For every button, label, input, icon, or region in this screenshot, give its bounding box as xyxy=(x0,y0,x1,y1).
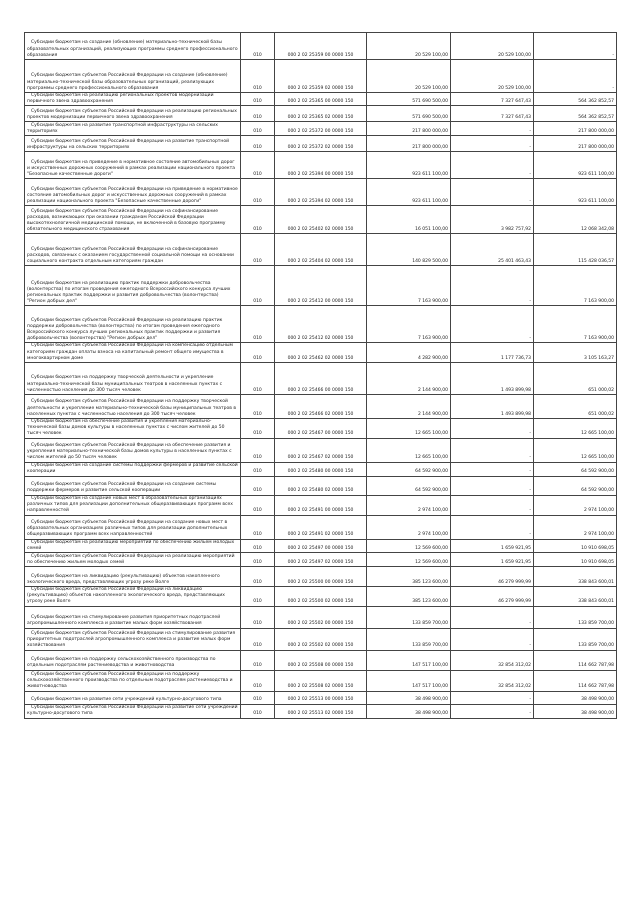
table-cell-executed: - xyxy=(451,438,534,462)
table-cell-unexecuted: 2 974 100,00 xyxy=(534,515,617,539)
table-cell-budget-code: 000 2 02 25466 02 0000 150 xyxy=(275,395,367,419)
table-cell-name: Субсидии бюджетам на стимулирование развития приоритетных подотраслей агропромышленного комплекса и развитие малых форм хозяйствования xyxy=(25,606,241,628)
table-cell-executed: - xyxy=(451,515,534,539)
table-cell-budget-code: 000 2 02 25497 00 0000 150 xyxy=(275,539,367,552)
table-cell-approved: 133 859 700,00 xyxy=(367,606,451,628)
table-cell-unexecuted: 7 163 900,00 xyxy=(534,266,617,306)
table-cell-approved: 2 144 900,00 xyxy=(367,395,451,419)
table-cell-unexecuted: 10 910 698,05 xyxy=(534,539,617,552)
table-cell-name: Субсидии бюджетам субъектов Российской Федерации на создание (обновление) материально-технической базы образовательных организаций, реализующих программы среднего профессионального образования xyxy=(25,60,241,93)
table-cell-line-code: 010 xyxy=(241,122,275,136)
table-cell-budget-code: 000 2 02 25359 02 0000 150 xyxy=(275,60,367,93)
table-row xyxy=(25,179,617,206)
table-cell-budget-code: 000 2 02 25365 00 0000 150 xyxy=(275,93,367,106)
table-row xyxy=(25,136,617,152)
table-cell-budget-code: 000 2 02 25412 00 0000 150 xyxy=(275,266,367,306)
table-row xyxy=(25,106,617,122)
table-cell-executed: - xyxy=(451,704,534,718)
table-cell-unexecuted: 12 068 342,08 xyxy=(534,206,617,234)
table-cell-budget-code: 000 2 02 25502 02 0000 150 xyxy=(275,628,367,650)
table-cell-name: Субсидии бюджетам субъектов Российской Федерации на софинансирование расходов, возникающих при оказании гражданам Российской Федерации высокотехнологичной медицинской помощи, не включенной в базовую программу обязательного медицинского страхования xyxy=(25,206,241,234)
table-cell-line-code: 010 xyxy=(241,462,275,476)
table-cell-approved: 64 592 900,00 xyxy=(367,476,451,495)
table-cell-executed: 25 401 463,43 xyxy=(451,234,534,266)
table-cell-approved: 923 611 100,00 xyxy=(367,152,451,179)
table-cell-budget-code: 000 2 02 25508 02 0000 150 xyxy=(275,670,367,691)
table-row xyxy=(25,567,617,587)
table-body xyxy=(25,33,617,719)
table-cell-executed: - xyxy=(451,266,534,306)
table-cell-line-code: 010 xyxy=(241,234,275,266)
table-cell-name: Субсидии бюджетам субъектов Российской Федерации на реализацию практик поддержки добровольчества (волонтерства) по итогам проведения ежегодного Всероссийского конкурса лучших региональных практик поддержки и развития добровольчества (волонтерства) "Регион добрых дел" xyxy=(25,306,241,343)
table-cell-line-code: 010 xyxy=(241,539,275,552)
table-cell-budget-code: 000 2 02 25404 02 0000 150 xyxy=(275,234,367,266)
table-cell-line-code: 010 xyxy=(241,136,275,152)
table-cell-unexecuted: 12 665 100,00 xyxy=(534,438,617,462)
table-cell-name: Субсидии бюджетам на создание новых мест в образовательных организациях различных типов для реализации дополнительных общеразвивающих программ всех направленностей xyxy=(25,495,241,515)
table-cell-line-code: 010 xyxy=(241,476,275,495)
table-cell-line-code: 010 xyxy=(241,395,275,419)
table-cell-approved: 20 529 100,00 xyxy=(367,60,451,93)
table-cell-executed: 1 177 736,73 xyxy=(451,343,534,363)
table-cell-approved: 385 123 600,00 xyxy=(367,567,451,587)
table-cell-unexecuted: 64 592 900,00 xyxy=(534,462,617,476)
table-cell-approved: 923 611 100,00 xyxy=(367,179,451,206)
table-cell-unexecuted: 923 611 100,00 xyxy=(534,179,617,206)
table-cell-approved: 38 498 900,00 xyxy=(367,704,451,718)
table-cell-executed: - xyxy=(451,306,534,343)
table-cell-approved: 64 592 900,00 xyxy=(367,462,451,476)
table-cell-approved: 571 690 500,00 xyxy=(367,93,451,106)
table-cell-line-code: 010 xyxy=(241,152,275,179)
table-cell-budget-code: 000 2 02 25394 02 0000 150 xyxy=(275,179,367,206)
table-cell-budget-code: 000 2 02 25513 02 0000 150 xyxy=(275,704,367,718)
table-cell-name: Субсидии бюджетам на развитие транспортной инфраструктуры на сельских территориях xyxy=(25,122,241,136)
table-cell-executed: 7 327 647,43 xyxy=(451,93,534,106)
table-cell-executed: 32 854 312,02 xyxy=(451,650,534,670)
table-cell-approved: 217 800 000,00 xyxy=(367,136,451,152)
table-cell-unexecuted: 923 611 100,00 xyxy=(534,152,617,179)
table-cell-executed: - xyxy=(451,136,534,152)
table-cell-executed: 46 279 999,99 xyxy=(451,567,534,587)
table-cell-executed: - xyxy=(451,628,534,650)
table-cell-unexecuted: 338 843 600,01 xyxy=(534,567,617,587)
table-cell-approved: 12 569 600,00 xyxy=(367,553,451,567)
table-cell-executed: - xyxy=(451,691,534,704)
table-cell-name: Субсидии бюджетам субъектов Российской Федерации на развитие транспортной инфраструктуры на сельских территориях xyxy=(25,136,241,152)
table-cell-executed: 1 493 899,98 xyxy=(451,363,534,395)
table-row xyxy=(25,306,617,343)
table-cell-name: Субсидии бюджетам на приведение в нормативное состояние автомобильных дорог и искусственных дорожных сооружений в рамках реализации национального проекта "Безопасные качественные дороги" xyxy=(25,152,241,179)
table-cell-executed: - xyxy=(451,462,534,476)
table-cell-line-code: 010 xyxy=(241,363,275,395)
table-cell-approved: 2 144 900,00 xyxy=(367,363,451,395)
table-cell-budget-code: 000 2 02 25365 02 0000 150 xyxy=(275,106,367,122)
table-cell-line-code: 010 xyxy=(241,495,275,515)
table-row xyxy=(25,670,617,691)
table-row xyxy=(25,343,617,363)
table-cell-budget-code: 000 2 02 25497 02 0000 150 xyxy=(275,553,367,567)
table-cell-executed: 3 982 757,92 xyxy=(451,206,534,234)
table-cell-executed: 1 493 899,98 xyxy=(451,395,534,419)
table-row xyxy=(25,122,617,136)
table-cell-unexecuted: 133 859 700,00 xyxy=(534,628,617,650)
table-cell-budget-code: 000 2 02 25372 00 0000 150 xyxy=(275,122,367,136)
table-cell-approved: 7 163 900,00 xyxy=(367,266,451,306)
table-cell-budget-code: 000 2 02 25508 00 0000 150 xyxy=(275,650,367,670)
table-cell-approved: 12 569 600,00 xyxy=(367,539,451,552)
table-row xyxy=(25,704,617,718)
table-cell-unexecuted: 564 362 852,57 xyxy=(534,93,617,106)
table-cell-budget-code: 000 2 02 25412 02 0000 150 xyxy=(275,306,367,343)
table-row xyxy=(25,363,617,395)
table-row xyxy=(25,152,617,179)
table-cell-line-code: 010 xyxy=(241,567,275,587)
table-cell-budget-code: 000 2 02 25402 02 0000 150 xyxy=(275,206,367,234)
table-cell-unexecuted: 115 428 036,57 xyxy=(534,234,617,266)
table-cell-budget-code: 000 2 02 25462 02 0000 150 xyxy=(275,343,367,363)
table-cell-name: Субсидии бюджетам субъектов Российской Федерации на реализацию мероприятий по обеспечению жильем молодых семей xyxy=(25,553,241,567)
table-cell-unexecuted: - xyxy=(534,33,617,60)
table-cell-line-code: 010 xyxy=(241,106,275,122)
table-row xyxy=(25,462,617,476)
table-cell-approved: 20 529 100,00 xyxy=(367,33,451,60)
table-cell-line-code: 010 xyxy=(241,93,275,106)
table-cell-executed: - xyxy=(451,495,534,515)
table-cell-approved: 7 163 900,00 xyxy=(367,306,451,343)
table-row xyxy=(25,33,617,60)
table-cell-line-code: 010 xyxy=(241,553,275,567)
table-cell-budget-code: 000 2 02 25372 02 0000 150 xyxy=(275,136,367,152)
table-cell-line-code: 010 xyxy=(241,515,275,539)
table-cell-budget-code: 000 2 02 25491 00 0000 150 xyxy=(275,495,367,515)
table-row xyxy=(25,93,617,106)
table-cell-budget-code: 000 2 02 25466 00 0000 150 xyxy=(275,363,367,395)
table-row xyxy=(25,553,617,567)
table-cell-executed: - xyxy=(451,606,534,628)
table-cell-line-code: 010 xyxy=(241,704,275,718)
table-cell-name: Субсидии бюджетам субъектов Российской Федерации на поддержку творческой деятельности и укрепление материально-технической базы муниципальных театров в населенных пунктах с численностью населения до 300 тысяч человек xyxy=(25,395,241,419)
table-cell-approved: 38 498 900,00 xyxy=(367,691,451,704)
table-cell-budget-code: 000 2 02 25467 00 0000 150 xyxy=(275,419,367,439)
table-cell-unexecuted: 2 974 100,00 xyxy=(534,495,617,515)
table-cell-budget-code: 000 2 02 25359 00 0000 150 xyxy=(275,33,367,60)
table-cell-name: Субсидии бюджетам на создание (обновление) материально-технической базы образовательных организаций, реализующих программы среднего профессионального образования xyxy=(25,33,241,60)
budget-execution-table xyxy=(24,32,617,719)
table-row xyxy=(25,587,617,607)
table-cell-unexecuted: 114 662 787,98 xyxy=(534,650,617,670)
table-cell-unexecuted: 651 000,02 xyxy=(534,363,617,395)
table-cell-approved: 571 690 500,00 xyxy=(367,106,451,122)
table-cell-approved: 140 829 500,00 xyxy=(367,234,451,266)
table-cell-budget-code: 000 2 02 25513 00 0000 150 xyxy=(275,691,367,704)
table-cell-approved: 12 665 100,00 xyxy=(367,438,451,462)
table-cell-executed: - xyxy=(451,419,534,439)
table-row xyxy=(25,606,617,628)
table-cell-name: Субсидии бюджетам субъектов Российской Федерации на создание системы поддержки фермеров и развитие сельской кооперации xyxy=(25,476,241,495)
table-cell-executed: 20 529 100,00 xyxy=(451,60,534,93)
table-cell-unexecuted: - xyxy=(534,60,617,93)
table-cell-name: Субсидии бюджетам на ликвидацию (рекультивацию) объектов накопленного экологического вреда, представляющих угрозу реке Волге xyxy=(25,567,241,587)
table-cell-line-code: 010 xyxy=(241,438,275,462)
table-cell-name: Субсидии бюджетам субъектов Российской Федерации на обеспечение развития и укрепления материально-технической базы домов культуры в населенных пунктах с числом жителей до 50 тысяч человек xyxy=(25,438,241,462)
table-cell-approved: 147 517 100,00 xyxy=(367,670,451,691)
table-cell-name: Субсидии бюджетам субъектов Российской Федерации на софинансирование расходов, связанных с оказанием государственной социальной помощи на основании социального контракта отдельным категориям граждан xyxy=(25,234,241,266)
table-cell-unexecuted: 338 843 600,01 xyxy=(534,587,617,607)
table-cell-unexecuted: 3 105 163,27 xyxy=(534,343,617,363)
table-cell-name: Субсидии бюджетам субъектов Российской Федерации на стимулирование развития приоритетных подотраслей агропромышленного комплекса и развитие малых форм хозяйствования xyxy=(25,628,241,650)
table-cell-line-code: 010 xyxy=(241,670,275,691)
table-cell-line-code: 010 xyxy=(241,179,275,206)
table-cell-unexecuted: 12 665 100,00 xyxy=(534,419,617,439)
table-cell-name: Субсидии бюджетам субъектов Российской Федерации на реализацию региональных проектов модернизации первичного звена здравоохранения xyxy=(25,106,241,122)
table-cell-line-code: 010 xyxy=(241,628,275,650)
table-cell-approved: 2 974 100,00 xyxy=(367,515,451,539)
table-cell-unexecuted: 114 662 787,98 xyxy=(534,670,617,691)
table-cell-executed: 7 327 647,43 xyxy=(451,106,534,122)
table-cell-name: Субсидии бюджетам на реализацию практик поддержки добровольчества (волонтерства) по итогам проведения ежегодного Всероссийского конкурса лучших региональных практик поддержки и развития добровольчества (волонтерства) "Регион добрых дел" xyxy=(25,266,241,306)
table-cell-line-code: 010 xyxy=(241,606,275,628)
table-cell-name: Субсидии бюджетам на создание системы поддержки фермеров и развитие сельской кооперации xyxy=(25,462,241,476)
table-cell-executed: - xyxy=(451,179,534,206)
table-cell-unexecuted: 651 000,02 xyxy=(534,395,617,419)
table-cell-line-code: 010 xyxy=(241,691,275,704)
table-row xyxy=(25,419,617,439)
table-cell-executed: - xyxy=(451,122,534,136)
table-cell-approved: 385 123 600,00 xyxy=(367,587,451,607)
table-cell-approved: 12 665 100,00 xyxy=(367,419,451,439)
table-cell-name: Субсидии бюджетам субъектов Российской Федерации на компенсацию отдельным категориям граждан оплаты взноса на капитальный ремонт общего имущества в многоквартирном доме xyxy=(25,343,241,363)
table-cell-line-code: 010 xyxy=(241,206,275,234)
table-cell-executed: 1 659 921,95 xyxy=(451,553,534,567)
table-cell-budget-code: 000 2 02 25500 00 0000 150 xyxy=(275,567,367,587)
table-cell-approved: 133 859 700,00 xyxy=(367,628,451,650)
table-cell-budget-code: 000 2 02 25394 00 0000 150 xyxy=(275,152,367,179)
table-cell-unexecuted: 217 800 000,00 xyxy=(534,122,617,136)
table-cell-unexecuted: 217 800 000,00 xyxy=(534,136,617,152)
table-cell-name: Субсидии бюджетам на реализацию мероприятий по обеспечению жильем молодых семей xyxy=(25,539,241,552)
table-cell-name: Субсидии бюджетам на поддержку сельскохозяйственного производства по отдельным подотраслям растениеводства и животноводства xyxy=(25,650,241,670)
table-cell-budget-code: 000 2 02 25480 00 0000 150 xyxy=(275,462,367,476)
table-row xyxy=(25,650,617,670)
table-cell-unexecuted: 10 910 698,05 xyxy=(534,553,617,567)
table-cell-unexecuted: 38 498 900,00 xyxy=(534,704,617,718)
table-cell-approved: 217 800 000,00 xyxy=(367,122,451,136)
table-cell-name: Субсидии бюджетам субъектов Российской Федерации на поддержку сельскохозяйственного производства по отдельным подотраслям растениеводства и животноводства xyxy=(25,670,241,691)
table-cell-name: Субсидии бюджетам на реализацию региональных проектов модернизации первичного звена здравоохранения xyxy=(25,93,241,106)
table-row xyxy=(25,691,617,704)
table-cell-line-code: 010 xyxy=(241,343,275,363)
table-cell-budget-code: 000 2 02 25467 02 0000 150 xyxy=(275,438,367,462)
table-cell-executed: - xyxy=(451,476,534,495)
table-cell-executed: 1 659 921,95 xyxy=(451,539,534,552)
table-cell-name: Субсидии бюджетам на развитие сети учреждений культурно-досугового типа xyxy=(25,691,241,704)
table-cell-name: Субсидии бюджетам на обеспечение развития и укрепления материально-технической базы домов культуры в населенных пунктах с числом жителей до 50 тысяч человек xyxy=(25,419,241,439)
table-cell-approved: 16 051 100,00 xyxy=(367,206,451,234)
table-row xyxy=(25,476,617,495)
table-cell-approved: 147 517 100,00 xyxy=(367,650,451,670)
table-cell-line-code: 010 xyxy=(241,266,275,306)
table-cell-budget-code: 000 2 02 25502 00 0000 150 xyxy=(275,606,367,628)
table-cell-approved: 4 282 900,00 xyxy=(367,343,451,363)
table-cell-line-code: 010 xyxy=(241,419,275,439)
table-cell-executed: 20 529 100,00 xyxy=(451,33,534,60)
table-cell-line-code: 010 xyxy=(241,306,275,343)
table-row xyxy=(25,60,617,93)
table-cell-line-code: 010 xyxy=(241,587,275,607)
table-cell-budget-code: 000 2 02 25480 02 0000 150 xyxy=(275,476,367,495)
table-cell-unexecuted: 38 498 900,00 xyxy=(534,691,617,704)
table-cell-budget-code: 000 2 02 25491 02 0000 150 xyxy=(275,515,367,539)
table-row xyxy=(25,395,617,419)
table-cell-unexecuted: 133 859 700,00 xyxy=(534,606,617,628)
table-cell-executed: 46 279 999,99 xyxy=(451,587,534,607)
table-cell-budget-code: 000 2 02 25500 02 0000 150 xyxy=(275,587,367,607)
table-cell-name: Субсидии бюджетам субъектов Российской Федерации на ликвидацию (рекультивацию) объектов накопленного экологического вреда, представляющих угрозу реке Волге xyxy=(25,587,241,607)
table-cell-line-code: 010 xyxy=(241,650,275,670)
table-row xyxy=(25,206,617,234)
table-cell-line-code: 010 xyxy=(241,60,275,93)
table-cell-unexecuted: 64 592 900,00 xyxy=(534,476,617,495)
table-cell-unexecuted: 564 362 852,57 xyxy=(534,106,617,122)
table-cell-line-code: 010 xyxy=(241,33,275,60)
table-cell-name: Субсидии бюджетам на поддержку творческой деятельности и укрепление материально-технической базы муниципальных театров в населенных пунктах с численностью населения до 300 тысяч человек xyxy=(25,363,241,395)
table-cell-name: Субсидии бюджетам субъектов Российской Федерации на развитие сети учреждений культурно-досугового типа xyxy=(25,704,241,718)
table-row xyxy=(25,628,617,650)
table-cell-name: Субсидии бюджетам субъектов Российской Федерации на создание новых мест в образовательных организациях различных типов для реализации дополнительных общеразвивающих программ всех направленностей xyxy=(25,515,241,539)
table-cell-unexecuted: 7 163 900,00 xyxy=(534,306,617,343)
table-row xyxy=(25,234,617,266)
table-row xyxy=(25,495,617,515)
table-cell-executed: 32 854 312,02 xyxy=(451,670,534,691)
table-row xyxy=(25,539,617,552)
table-cell-name: Субсидии бюджетам субъектов Российской Федерации на приведение в нормативное состояние автомобильных дорог и искусственных дорожных сооружений в рамках реализации национального проекта "Безопасные качественные дороги" xyxy=(25,179,241,206)
table-row xyxy=(25,438,617,462)
table-cell-approved: 2 974 100,00 xyxy=(367,495,451,515)
table-row xyxy=(25,266,617,306)
table-cell-executed: - xyxy=(451,152,534,179)
table-row xyxy=(25,515,617,539)
